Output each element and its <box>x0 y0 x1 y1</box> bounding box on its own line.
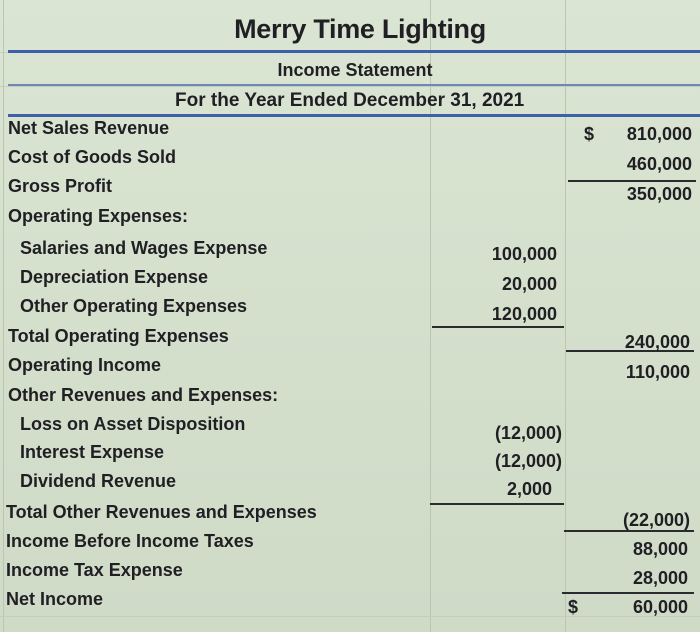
row-label: Other Revenues and Expenses: <box>8 385 279 405</box>
currency-symbol: $ <box>568 597 579 617</box>
row-label: Other Operating Expenses <box>20 296 248 316</box>
cogs-value: 460,000 <box>626 154 692 174</box>
currency-symbol: $ <box>584 124 595 144</box>
depreciation-value: 20,000 <box>501 274 557 294</box>
gross-profit-value: 350,000 <box>626 184 692 204</box>
row-label: Net Income <box>6 589 104 609</box>
income-before-taxes-value: 88,000 <box>632 539 688 559</box>
row-label: Gross Profit <box>8 176 113 196</box>
underline <box>430 503 564 505</box>
income-tax-value: 28,000 <box>632 568 688 588</box>
row-label: Operating Income <box>8 355 162 375</box>
row-label: Operating Expenses: <box>8 206 189 226</box>
header-rule <box>8 114 700 117</box>
row-label: Net Sales Revenue <box>8 118 170 138</box>
row-label: Interest Expense <box>20 442 165 462</box>
row-label: Total Operating Expenses <box>8 326 229 346</box>
header-rule <box>8 84 700 86</box>
net-sales-value: 810,000 <box>626 124 692 144</box>
row-label: Total Other Revenues and Expenses <box>6 502 317 522</box>
operating-income-value: 110,000 <box>625 362 690 382</box>
total-operating-expenses-value: 240,000 <box>624 332 690 352</box>
underline <box>568 180 696 182</box>
row-label: Depreciation Expense <box>20 267 209 287</box>
other-operating-value: 120,000 <box>491 304 557 324</box>
grid-line <box>565 0 566 632</box>
row-label: Dividend Revenue <box>20 471 177 491</box>
company-title: Merry Time Lighting <box>234 14 486 44</box>
dividend-revenue-value: 2,000 <box>506 479 552 499</box>
total-other-value: (22,000) <box>622 510 690 530</box>
interest-expense-value: (12,000) <box>494 451 562 471</box>
row-label: Loss on Asset Disposition <box>20 414 246 434</box>
statement-title: Income Statement <box>277 60 433 80</box>
statement-period: For the Year Ended December 31, 2021 <box>175 90 525 111</box>
loss-on-disposition-value: (12,000) <box>494 423 562 443</box>
grid-line <box>0 616 700 617</box>
net-income-value: 60,000 <box>632 597 688 617</box>
grid-line <box>0 86 700 87</box>
row-label: Cost of Goods Sold <box>8 147 176 167</box>
row-label: Salaries and Wages Expense <box>20 238 268 258</box>
underline <box>432 326 564 328</box>
grid-line <box>3 0 4 632</box>
row-label: Income Tax Expense <box>6 560 183 580</box>
underline <box>562 592 694 594</box>
row-label: Income Before Income Taxes <box>6 531 254 551</box>
header-rule <box>8 50 700 53</box>
salaries-value: 100,000 <box>491 244 557 264</box>
